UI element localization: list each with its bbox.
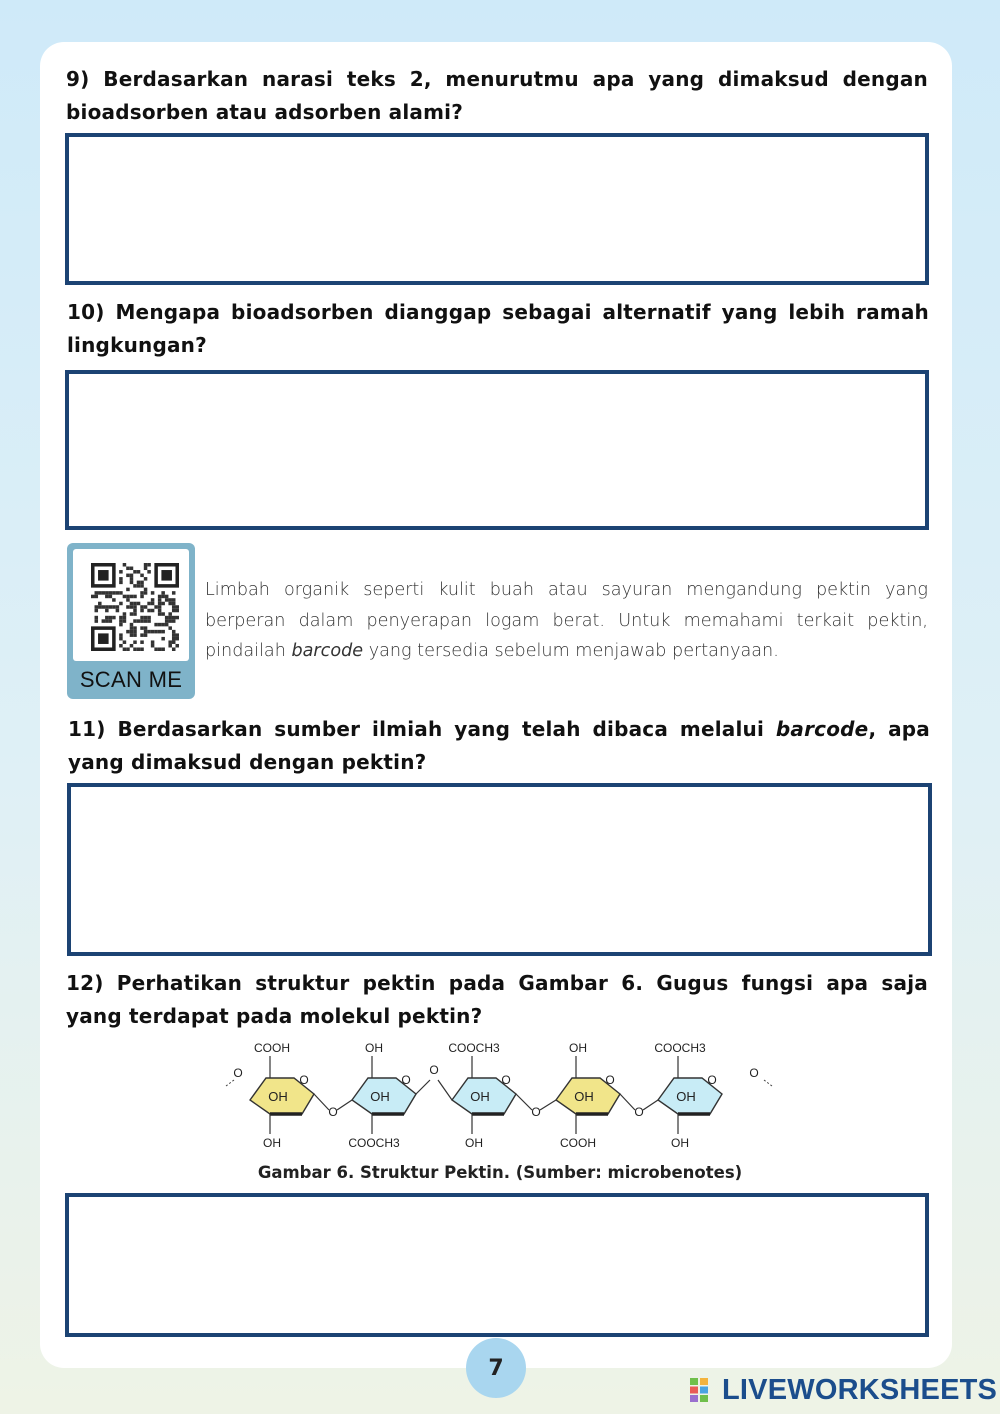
- ring-oxygen: O: [707, 1073, 717, 1087]
- chain-oxygen-left: O: [233, 1066, 243, 1080]
- glycosidic-bond: [337, 1100, 352, 1110]
- ring-hydroxyl: OH: [470, 1089, 490, 1104]
- glycosidic-bond: [416, 1080, 430, 1094]
- answer-box-12[interactable]: [65, 1193, 929, 1337]
- figure-caption: Gambar 6. Struktur Pektin. (Sumber: microbenotes): [257, 1163, 743, 1182]
- glycosidic-bond: [540, 1100, 556, 1110]
- top-substituent-label: COOCH3: [448, 1041, 500, 1055]
- chain-oxygen-right: O: [749, 1066, 759, 1080]
- qr-code-icon: [91, 563, 179, 651]
- ring-oxygen: O: [501, 1073, 511, 1087]
- ring-hydroxyl: OH: [268, 1089, 288, 1104]
- glycosidic-bond: [516, 1094, 532, 1110]
- answer-box-9[interactable]: [65, 133, 929, 285]
- qr-code-frame: [73, 549, 189, 661]
- glycosidic-oxygen: O: [328, 1105, 338, 1119]
- chain-end-left: [226, 1080, 234, 1086]
- answer-box-10[interactable]: [65, 370, 929, 530]
- glycosidic-oxygen: O: [429, 1063, 439, 1077]
- page-number-badge: 7: [466, 1338, 526, 1398]
- scan-me-label: SCAN ME: [79, 667, 183, 692]
- bottom-substituent-label: COOH: [560, 1136, 596, 1150]
- brand-name: LIVEWORKSHEETS: [722, 1373, 998, 1406]
- pectin-structure-diagram: [222, 1036, 774, 1158]
- top-substituent-label: OH: [569, 1041, 587, 1055]
- glycosidic-bond: [620, 1094, 635, 1110]
- ring-hydroxyl: OH: [574, 1089, 594, 1104]
- bottom-substituent-label: OH: [671, 1136, 689, 1150]
- bottom-substituent-label: COOCH3: [348, 1136, 400, 1150]
- liveworksheets-brand[interactable]: [690, 1374, 997, 1406]
- question-12: 12) Perhatikan struktur pektin pada Gambar 6. Gugus fungsi apa saja yang terdapat pada molekul pektin?: [66, 971, 928, 1028]
- glycosidic-bond: [314, 1094, 329, 1110]
- glycosidic-oxygen: O: [531, 1105, 541, 1119]
- glycosidic-bond: [643, 1100, 658, 1110]
- qr-scan-card[interactable]: [67, 543, 195, 699]
- bottom-substituent-label: OH: [263, 1136, 281, 1150]
- intro-paragraph: Limbah organik seperti kulit buah atau sayuran mengandung pektin yang berperan dalam penyerapan logam berat. Untuk memahami terkait pektin, pindailah barcode yang tersedia sebelum menjawab pertanyaan.: [205, 580, 928, 661]
- ring-hydroxyl: OH: [370, 1089, 390, 1104]
- ring-oxygen: O: [605, 1073, 615, 1087]
- question-9: 9) Berdasarkan narasi teks 2, menurutmu apa yang dimaksud dengan bioadsorben atau adsorben alami?: [66, 67, 928, 124]
- ring-oxygen: O: [401, 1073, 411, 1087]
- glycosidic-bond: [438, 1080, 452, 1100]
- top-substituent-label: OH: [365, 1041, 383, 1055]
- ring-oxygen: O: [299, 1073, 309, 1087]
- top-substituent-label: COOH: [254, 1041, 290, 1055]
- top-substituent-label: COOCH3: [654, 1041, 706, 1055]
- question-11: 11) Berdasarkan sumber ilmiah yang telah dibaca melalui barcode, apa yang dimaksud dengan pektin?: [68, 717, 930, 774]
- chain-end-right: [764, 1080, 772, 1086]
- liveworksheets-logo-icon: [690, 1378, 718, 1402]
- glycosidic-oxygen: O: [634, 1105, 644, 1119]
- question-10: 10) Mengapa bioadsorben dianggap sebagai alternatif yang lebih ramah lingkungan?: [67, 300, 929, 357]
- answer-box-11[interactable]: [67, 783, 932, 956]
- bottom-substituent-label: OH: [465, 1136, 483, 1150]
- ring-hydroxyl: OH: [676, 1089, 696, 1104]
